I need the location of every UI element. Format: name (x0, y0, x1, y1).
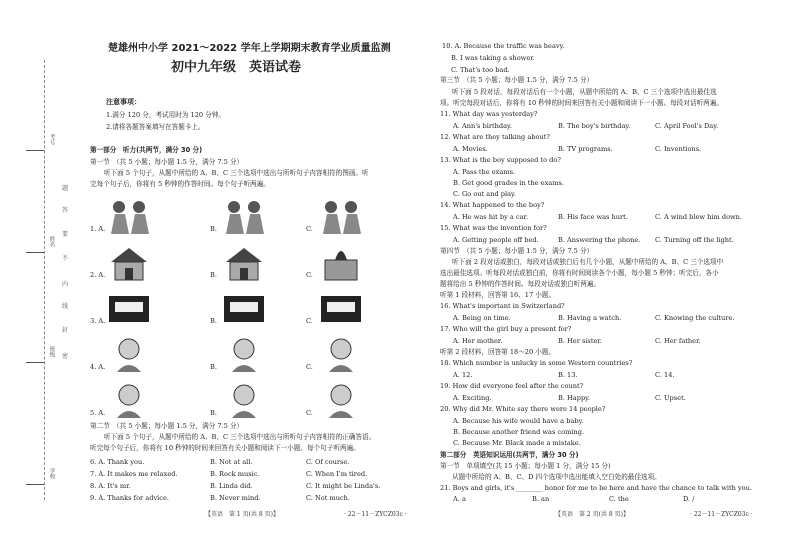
option: B. Having a watch. (558, 314, 622, 322)
option: C. Inventions. (655, 145, 702, 153)
exam-number-label: 考号 (48, 134, 55, 146)
option: A. Getting people off bed. (453, 236, 539, 244)
option: A. a (453, 495, 466, 503)
school-line (26, 484, 44, 485)
question-10-b: B. I was taking a shower. (451, 54, 535, 62)
question-19: 19. How did everyone feel after the count? (440, 382, 584, 390)
seal-char: 要 (62, 231, 69, 238)
question-7-a: 7. A. It makes me relaxed. (90, 470, 178, 478)
seal-char: 线 (62, 303, 69, 310)
option: A. Being on time. (453, 314, 511, 322)
question-16: 16. What's important in Switzerland? (440, 302, 565, 310)
option: A. 12. (453, 371, 473, 379)
picture-option-b (220, 288, 268, 328)
question-6-c: C. Of course. (306, 458, 350, 466)
class-label: 班级 (48, 346, 55, 358)
page1-footer-label: 【英语 第 1 页(共 8 页)】 (205, 511, 279, 518)
picture-option-c (317, 380, 365, 420)
option: A. Exciting. (453, 394, 492, 402)
section1-directions: 完每个句子后，你将有 5 秒钟的作答时间。每个句子听两遍。 (90, 180, 270, 188)
option: B. 13. (558, 371, 578, 379)
picture-question-five-number: 5. A. (90, 409, 106, 417)
school-label: 学校 (48, 468, 55, 480)
picture-option-b-label: B. (210, 225, 217, 233)
section1-heading: 第一节 （共 5 小题；每小题 1.5 分，满分 7.5 分） (90, 158, 244, 166)
picture-option-c (317, 334, 365, 374)
question-9-c: C. Not much. (306, 494, 351, 502)
section3-heading: 第三节 （共 5 小题；每小题 1.5 分，满分 7.5 分） (440, 76, 594, 84)
option: A. Pass the exams. (453, 168, 516, 176)
picture-option-a (105, 334, 153, 374)
notes-heading: 注意事项： (106, 98, 141, 106)
picture-option-c (317, 196, 365, 236)
picture-option-a (105, 380, 153, 420)
question-6-b: B. Not at all. (210, 458, 253, 466)
picture-option-b-label: B. (210, 409, 217, 417)
option: C. Her father. (655, 337, 701, 345)
picture-option-c (317, 288, 365, 328)
seal-char: 答 (62, 207, 69, 214)
option: D. / (683, 495, 695, 503)
question-8-c: C. It might be Linda's. (306, 482, 381, 490)
question-20: 20. Why did Mr. White say there were 14 people? (440, 405, 606, 413)
question-10-a: 10. A. Because the traffic was heavy. (442, 42, 565, 50)
question-11: 11. What day was yesterday? (440, 110, 538, 118)
section2-heading: 第二节 （共 5 小题；每小题 1.5 分，满分 7.5 分） (90, 422, 244, 430)
picture-question-four-number: 4. A. (90, 363, 106, 371)
seal-char: 不 (62, 255, 69, 262)
picture-option-c-label: C. (306, 317, 313, 325)
note-item: 1.满分 120 分，考试用时为 120 分钟。 (106, 111, 225, 119)
option: A. Movies. (453, 145, 488, 153)
section4-heading: 第四节 （共 5 小题；每小题 1.5 分，满分 7.5 分） (440, 247, 594, 255)
section2-directions: 听完每个句子后，你将有 10 秒钟的时间来回答有关小题和阅读下一小题。每个句子听两遍。 (90, 444, 360, 452)
question-7-b: B. Rock music. (210, 470, 260, 478)
option: C. Upset. (655, 394, 686, 402)
material-1-note: 听第 1 段材料，回答第 16、17 小题。 (440, 291, 556, 299)
option: A. Her mother. (453, 337, 503, 345)
option: C. A wind blew him down. (655, 213, 743, 221)
part2-section1-heading: 第一节 单项填空(共 15 小题；每小题 1 分，满分 15 分) (440, 462, 611, 470)
material-2-note: 听第 2 段材料，回答第 18～20 小题。 (440, 348, 556, 356)
option: C. the (609, 495, 629, 503)
class-line (26, 362, 44, 363)
picture-option-c-label: C. (306, 225, 313, 233)
question-17: 17. Who will the girl buy a present for? (440, 325, 572, 333)
picture-option-a (105, 288, 153, 328)
question-10-c: C. That's too bad. (451, 66, 510, 74)
option: C. 14. (655, 371, 675, 379)
question-21: 21. Boys and girls, it's ________ honor for me to be here and have the chance to talk with you. (440, 484, 752, 492)
exam-subtitle: 初中九年级 英语试卷 (171, 60, 302, 75)
option: B. The boy's birthday. (558, 122, 631, 130)
option: B. Answering the phone. (558, 236, 641, 244)
option: C. Knowing the culture. (655, 314, 735, 322)
option: B. Happy. (558, 394, 591, 402)
page2-footer-code: · 22－11－ZYCZ03c · (690, 511, 753, 518)
question-6-a: 6. A. Thank you. (90, 458, 145, 466)
part2-section1-directions: 从题中所给的 A、B、C、D 四个选项中选出能填入空白处的最佳选项。 (452, 473, 661, 481)
picture-option-c-label: C. (306, 271, 313, 279)
picture-option-b-label: B. (210, 363, 217, 371)
question-9-b: B. Never mind. (210, 494, 261, 502)
part2-heading: 第二部分 英语知识运用(共两节，满分 30 分) (440, 451, 579, 459)
part1-heading: 第一部分 听力(共两节，满分 30 分) (90, 146, 203, 154)
picture-question-two-number: 2. A. (90, 271, 106, 279)
option: A. Because his wife would have a baby. (453, 417, 584, 425)
seal-char: 内 (62, 281, 69, 288)
option: A. Ann's birthday. (453, 122, 512, 130)
option: B. Get good grades in the exams. (453, 179, 564, 187)
cut-line (44, 60, 45, 500)
question-15: 15. What was the invention for? (440, 224, 547, 232)
option: C. Turning off the light. (655, 236, 734, 244)
page1-footer-code: · 22－11－ZYCZ03c · (344, 511, 407, 518)
question-14: 14. What happened to the boy? (440, 201, 545, 209)
option: A. He was hit by a car. (453, 213, 529, 221)
picture-option-b-label: B. (210, 271, 217, 279)
section4-directions: 选出最佳选项。听每段对话或独白前，你将有时间阅读各个小题，每小题 5 秒钟；听完后，各小 (440, 269, 719, 277)
binding-margin (0, 0, 70, 543)
option: C. Because Mr. Black made a mistake. (453, 439, 581, 447)
option: B. TV programs. (558, 145, 613, 153)
page2-footer-label: 【英语 第 2 页(共 8 页)】 (555, 511, 629, 518)
exam-number-line (26, 150, 44, 151)
note-item: 2.请将各题答案填写在答题卡上。 (106, 123, 205, 131)
picture-option-b-label: B. (210, 317, 217, 325)
picture-option-c-label: C. (306, 409, 313, 417)
option: B. Her sister. (558, 337, 602, 345)
option: C. April Fool's Day. (655, 122, 719, 130)
question-8-a: 8. A. It's mr. (90, 482, 131, 490)
seal-char: 封 (62, 327, 69, 334)
option: B. His face was hurt. (558, 213, 628, 221)
seal-char: 密 (62, 353, 69, 360)
question-13: 13. What is the boy supposed to do? (440, 156, 561, 164)
question-12: 12. What are they talking about? (440, 133, 550, 141)
picture-option-c-label: C. (306, 363, 313, 371)
option: C. Go out and play. (453, 190, 516, 198)
question-8-b: B. Linda did. (210, 482, 253, 490)
section4-directions: 听下面 2 段对话或独白，每段对话或独白后有几个小题，从题中所给的 A、B、C 三个选项中 (452, 258, 724, 266)
section3-directions: 听下面 5 段对话，每段对话后有一个小题，从题中所给的 A、B、C 三个选项中选出最佳选 (452, 88, 717, 96)
picture-option-b (220, 196, 268, 236)
seal-char: 题 (62, 185, 69, 192)
picture-option-b (220, 242, 268, 282)
picture-option-a (105, 242, 153, 282)
exam-title: 楚雄州中小学 2021～2022 学年上学期期末教育学业质量监测 (108, 43, 391, 54)
section4-directions: 题将给出 5 秒钟的作答时间。每段对话或独白听两遍。 (440, 280, 601, 288)
name-line (26, 252, 44, 253)
picture-option-b (220, 334, 268, 374)
name-label: 姓名 (48, 236, 55, 248)
question-18: 18. Which number is unlucky in some Western countries? (440, 359, 633, 367)
section3-directions: 项。听完每段对话后，你将有 10 秒钟的时间来回答有关小题和阅读下一小题。每段对话听两遍。 (440, 99, 723, 107)
picture-question-three-number: 3. A. (90, 317, 106, 325)
question-7-c: C. When I'm tired. (306, 470, 368, 478)
section1-directions: 听下面 5 个句子，从题中所给的 A、B、C 三个选项中选出与所听句子内容相符的图画。听 (104, 169, 369, 177)
option: B. an (532, 495, 550, 503)
section2-directions: 听下面 5 个句子，从题中所给的 A、B、C 三个选项中选出与所听句子内容相符的正确答语。 (104, 433, 376, 441)
question-9-a: 9. A. Thanks for advice. (90, 494, 169, 502)
option: B. Because another friend was coming. (453, 428, 585, 436)
picture-option-b (220, 380, 268, 420)
picture-option-c (317, 242, 365, 282)
picture-option-a (105, 196, 153, 236)
picture-question-one-number: 1. A. (90, 225, 106, 233)
